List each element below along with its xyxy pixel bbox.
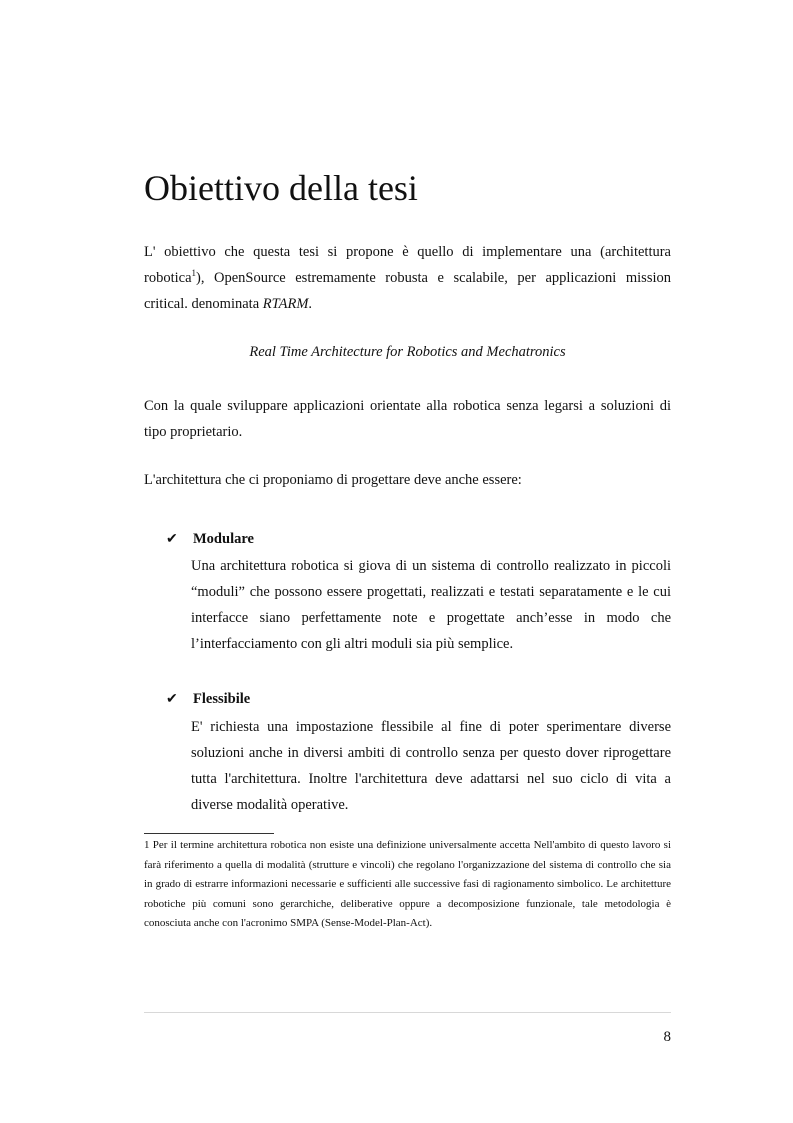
- footer-divider: [144, 1012, 671, 1013]
- footnote: 1 Per il termine architettura robotica non esiste una definizione universalmente accetta Nell'ambito di questo lavoro si farà riferimento a quella di modalità (strutture e vincoli) che regolano l'organizzazione del sistema di controllo che sia in grado di estrarre informazioni necessarie e sufficienti alle successive fasi di ragionamento simbolico. Le architetture robotiche più comuni sono gerarchiche, deliberative oppure a decomposizione funzionale, tale metodologia è conosciuta anche con l'acronimo SMPA (Sense-Model-Plan-Act).: [144, 839, 671, 929]
- list-item-text: E' richiesta una impostazione flessibile al fine di poter sperimentare diverse soluzioni anche in diversi ambiti di controllo senza per questo dover riprogettare tutta l'architettura. Inoltre l'architettura deve adattarsi nel suo ciclo di vita a diverse modalità operative.: [191, 719, 671, 813]
- list-item-title: Flessibile: [193, 691, 251, 707]
- intro-text-end: .: [308, 296, 313, 312]
- page-number: 8: [663, 1029, 671, 1045]
- list-item-heading: [166, 527, 254, 552]
- architecture-name: RTARM: [262, 296, 309, 312]
- intro-text: L' obiettivo che questa tesi si propone è quello di implementare una (architettura robotica: [144, 244, 671, 286]
- list-item-text: Una architettura robotica si giova di un sistema di controllo realizzato in piccoli “moduli” che possono essere progettati, realizzati e testati separatamente e le cui interfacce siano perfettamente note e progettate anch’esse in modo che l’interfacciamento con gli altri moduli sia più semplice.: [191, 558, 671, 652]
- acronym-expansion: Real Time Architecture for Robotics and Mechatronics: [249, 344, 566, 360]
- page-title: Obiettivo della tesi: [144, 168, 418, 208]
- footnote-divider: [144, 833, 274, 834]
- purpose-paragraph: Con la quale sviluppare applicazioni orientate alla robotica senza legarsi a soluzioni di tipo proprietario.: [144, 398, 671, 440]
- footnote-reference: 1: [191, 268, 197, 279]
- list-item-title: Modulare: [193, 531, 254, 547]
- checkmark-icon: ✔: [166, 532, 178, 547]
- intro-paragraph: [144, 239, 671, 317]
- list-item-heading: [166, 687, 250, 712]
- intro-text-continued: ), OpenSource estremamente robusta e scalabile, per applicazioni mission critical. denominata: [144, 270, 671, 312]
- checkmark-icon: ✔: [166, 692, 178, 707]
- requirements-intro: L'architettura che ci proponiamo di progettare deve anche essere:: [144, 472, 522, 488]
